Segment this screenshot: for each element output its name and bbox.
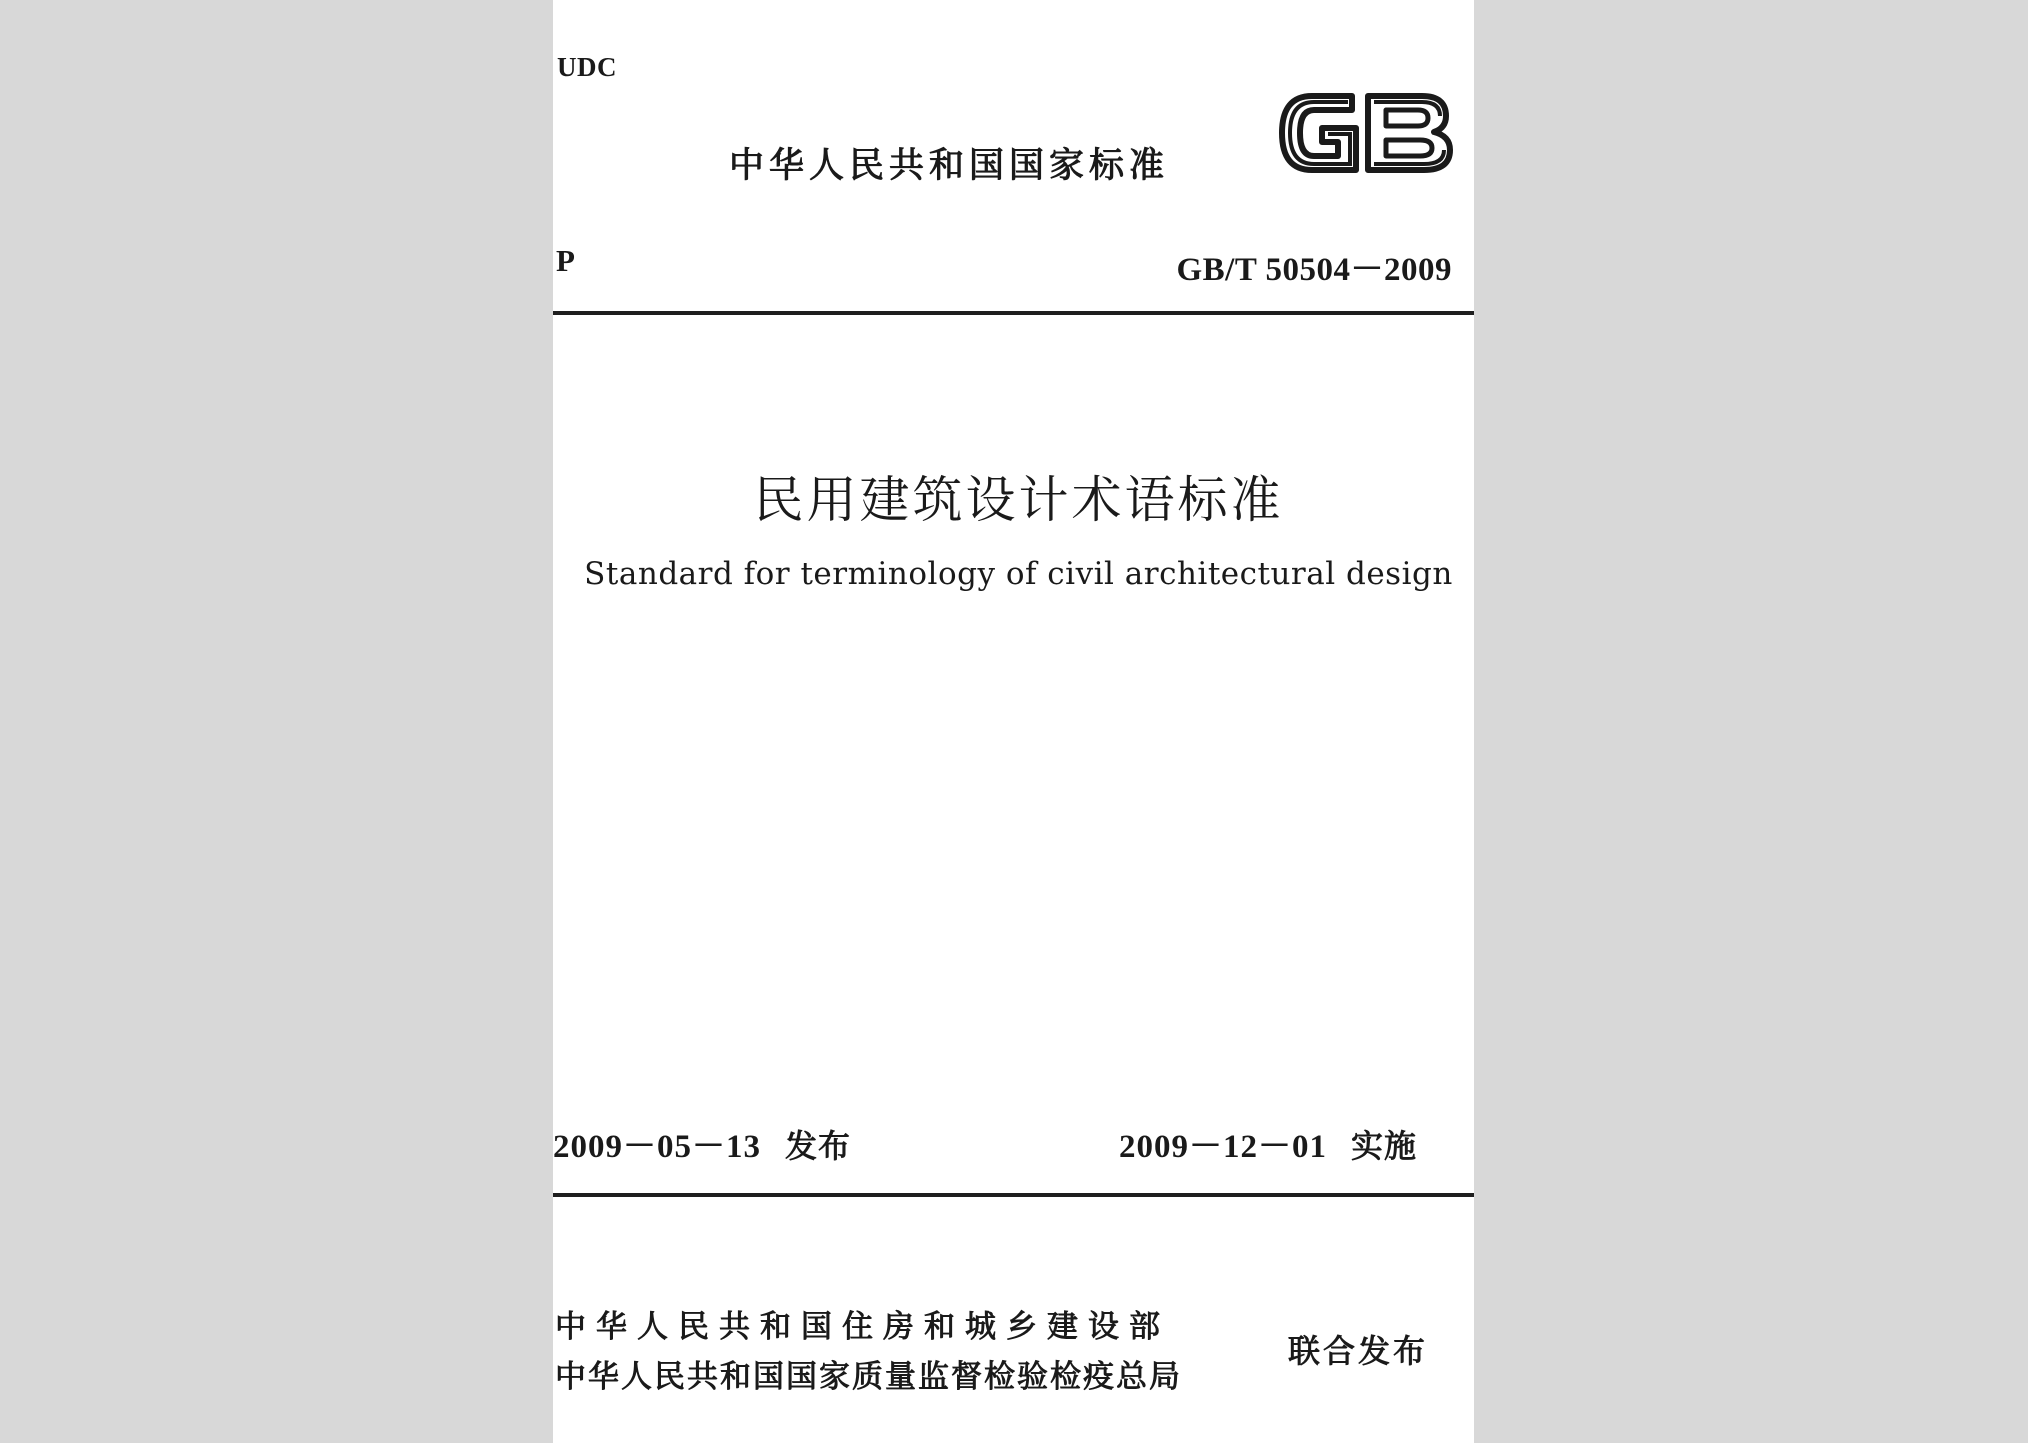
top-divider bbox=[553, 311, 1474, 315]
joint-issue-label: 联合发布 bbox=[1288, 1332, 1429, 1370]
udc-label: UDC bbox=[557, 52, 617, 82]
title-english: Standard for terminology of civil architectural design bbox=[584, 556, 1453, 592]
standard-number: GB/T 50504－2009 bbox=[1176, 252, 1452, 288]
national-standard-heading: 中华人民共和国国家标准 bbox=[729, 146, 1170, 186]
issue-date: 2009－05－13 bbox=[553, 1129, 761, 1165]
document-page bbox=[553, 0, 1474, 1443]
category-code: P bbox=[556, 243, 575, 278]
issue-label: 发布 bbox=[785, 1127, 852, 1165]
implementation-date: 2009－12－01 bbox=[1119, 1129, 1327, 1165]
bottom-divider bbox=[553, 1193, 1474, 1197]
gb-logo bbox=[1274, 84, 1456, 182]
title-chinese: 民用建筑设计术语标准 bbox=[753, 471, 1284, 529]
implementation-label: 实施 bbox=[1351, 1127, 1418, 1165]
issuer-ministry: 中华人民共和国住房和城乡建设部 bbox=[555, 1309, 1170, 1345]
issuer-aqsiq: 中华人民共和国国家质量监督检验检疫总局 bbox=[555, 1359, 1182, 1395]
implementation-date-line bbox=[1119, 1120, 1417, 1167]
issue-date-line bbox=[553, 1120, 851, 1167]
